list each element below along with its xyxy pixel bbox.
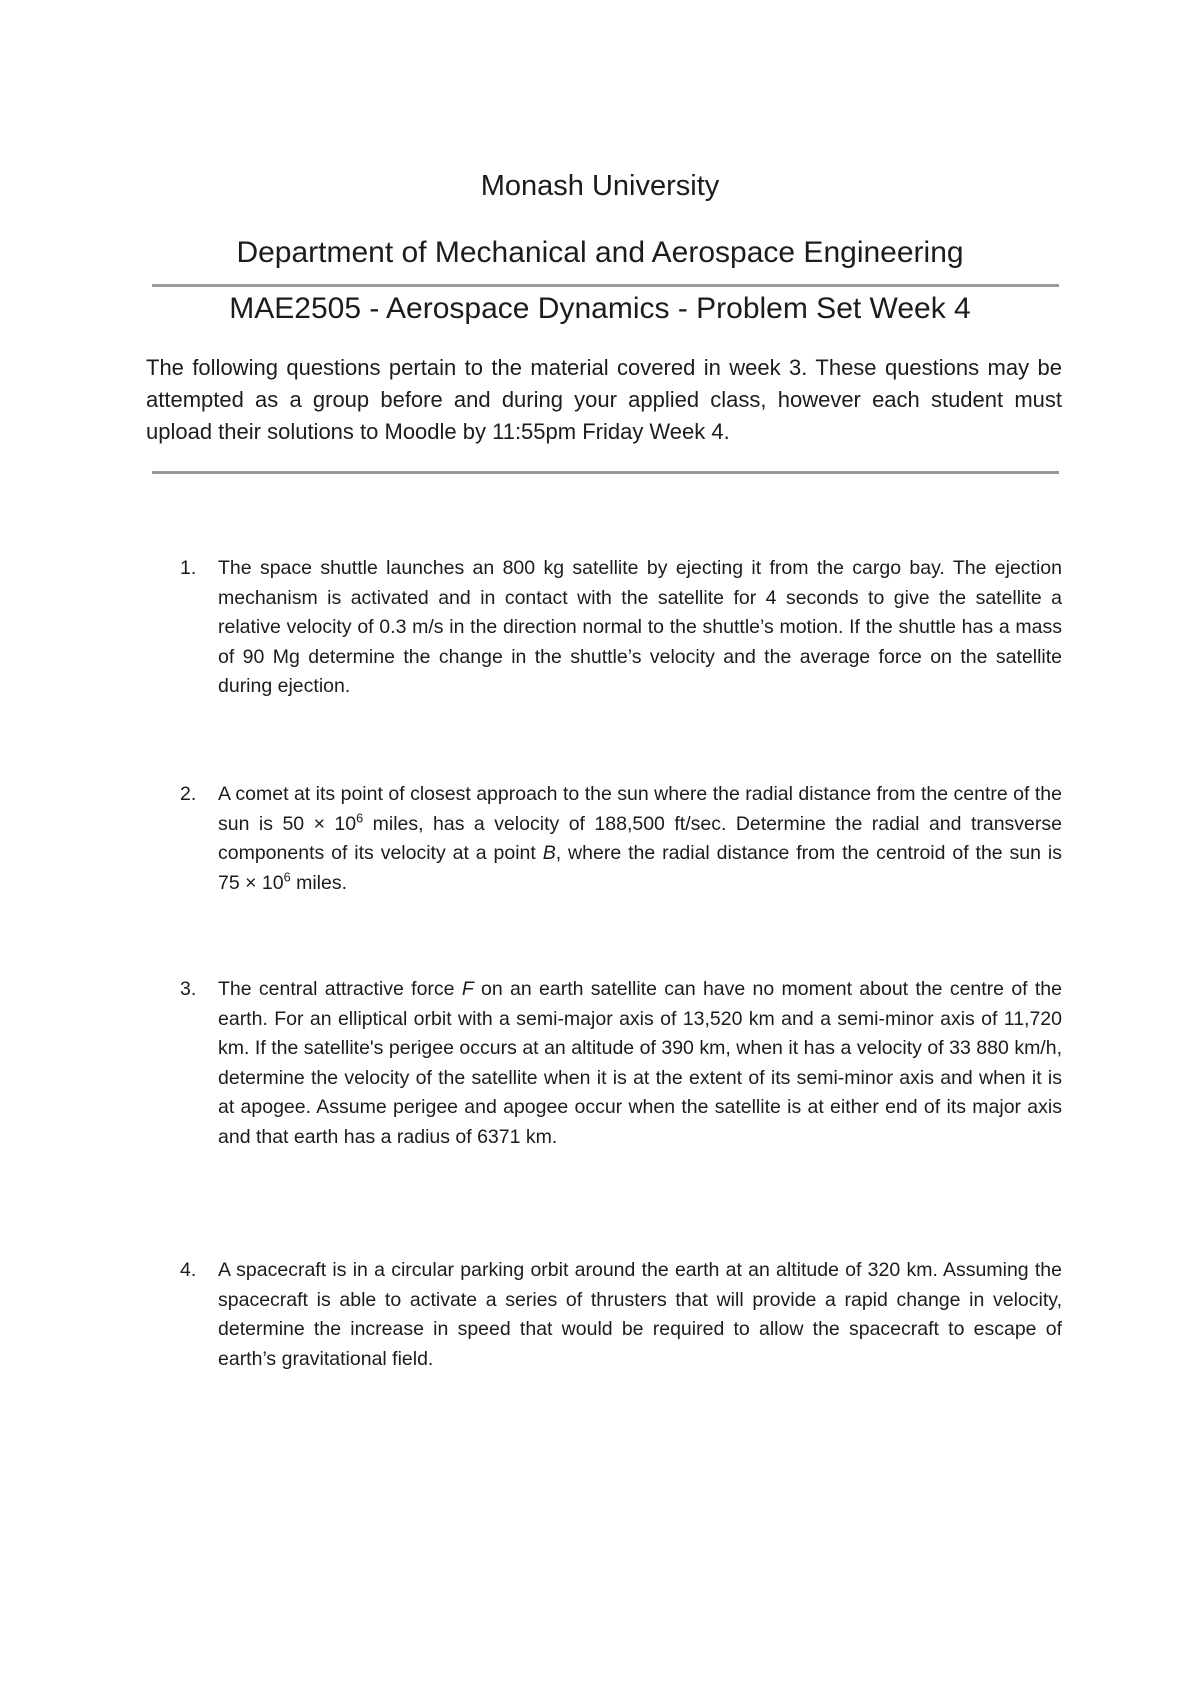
question-number: 1. [180,557,197,579]
question-item [180,554,1062,702]
question-text-part: miles. [290,871,347,894]
university-name: Monash University [480,170,720,202]
header-divider-bottom [152,471,1059,474]
header-divider-top [152,284,1059,287]
question-text: A spacecraft is in a circular parking orbit around the earth at an altitude of 320 km. Assuming the spacecraft is able to activate a series of thrusters that will provide a rapid change in velocity, determine the increase in speed that would be required to allow the spacecraft to escape of earth’s gravitational field. [218,1259,1062,1370]
question-number: 3. [180,978,197,1000]
point-label: B [542,842,556,864]
question-text: The space shuttle launches an 800 kg satellite by ejecting it from the cargo bay. The ejection mechanism is activated and in contact with the satellite for 4 seconds to give the satellite a relative velocity of 0.3 m/s in the direction normal to the shuttle’s motion. If the shuttle has a mass of 90 Mg determine the change in the shuttle’s velocity and the average force on the satellite during ejection. [218,557,1062,697]
question-text [218,780,1062,898]
question-text-part: The central attractive force [218,978,462,1000]
question-item [180,780,1062,898]
question-number: 2. [180,783,197,805]
exponent: 6 [283,870,291,884]
question-text-part: A comet at its point of closest approach to the sun where the radial distance from the centre of the sun is 50 × 10 [218,783,1062,835]
intro-paragraph: The following questions pertain to the material covered in week 3. These questions may be attempted as a group before and during your applied class, however each student must upload their solutions to Moodle by 11:55pm Friday Week 4. [146,355,1062,444]
department-name: Department of Mechanical and Aerospace Engineering [236,236,964,269]
question-item [180,1256,1062,1374]
question-text-part: on an earth satellite can have no moment about the centre of the earth. For an elliptical orbit with a semi-major axis of 13,520 km and a semi-minor axis of 11,720 km. If the satellite's perigee occurs at an altitude of 390 km, when it has a velocity of 33 880 km/h, determine the velocity of the satellite when it is at the extent of its semi-minor axis and when it is at apogee. Assume perigee and apogee occur when the satellite is at either end of its major axis and that earth has a radius of 6371 km. [218,978,1062,1148]
course-title: MAE2505 - Aerospace Dynamics - Problem Set Week 4 [229,292,971,325]
question-text-part: , where the radial distance from the centroid of the sun is 75 × 10 [218,842,1062,894]
force-symbol: F [461,978,474,1000]
exponent: 6 [356,811,364,825]
question-text [218,975,1062,1152]
question-item [180,975,1062,1152]
question-number: 4. [180,1259,197,1281]
question-text-part: miles, has a velocity of 188,500 ft/sec. Determine the radial and transverse components of its velocity at a point [218,812,1062,864]
